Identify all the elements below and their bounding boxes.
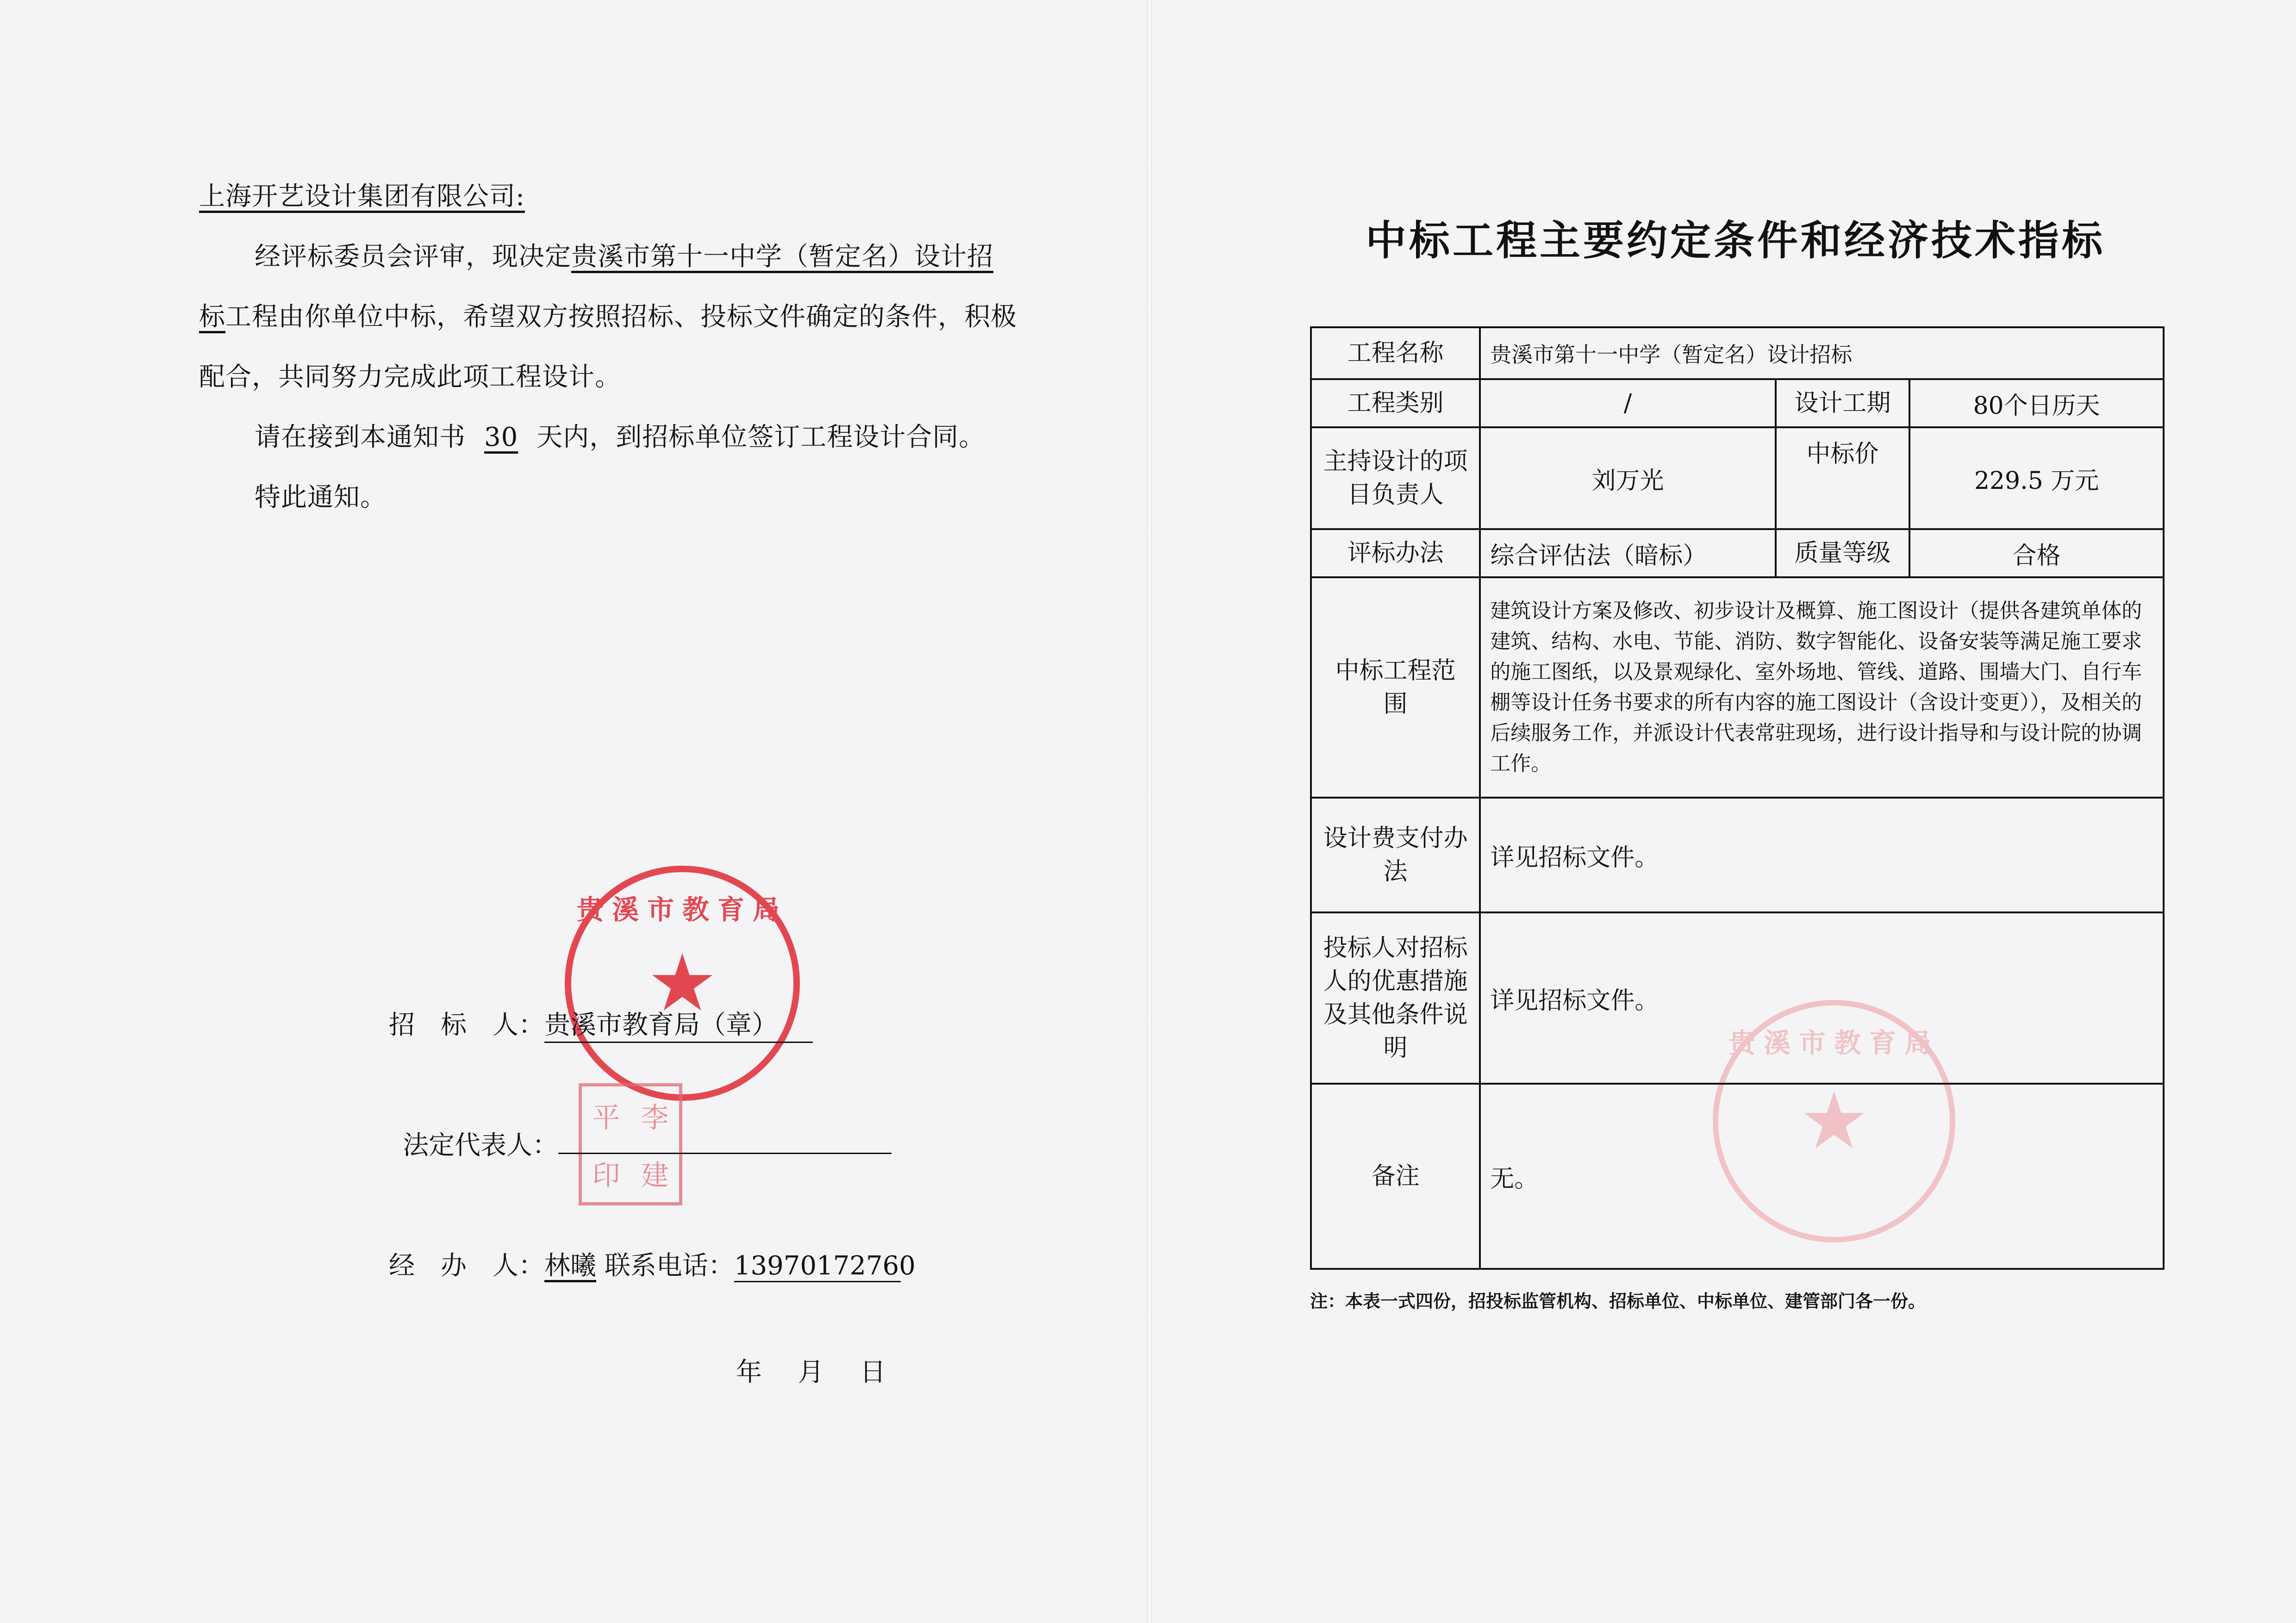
tenderer-label: 招 标 人： [389, 1010, 544, 1040]
notice-paragraph-1: 经评标委员会评审，现决定贵溪市第十一中学（暂定名）设计招标工程由你单位中标，希望双方按照招标、投标文件确定的条件，积极配合，共同努力完成此项工程设计。 [199, 242, 1017, 392]
project-name-value: 贵溪市第十一中学（暂定名）设计招标 [1480, 327, 2164, 379]
scope-label: 中标工程范 围 [1311, 577, 1480, 798]
legal-rep-signature-blank [558, 1127, 892, 1154]
payment-label: 设计费支付办法 [1311, 798, 1480, 912]
tenderer-value: 贵溪市教育局（章） [544, 1005, 813, 1043]
category-label: 工程类别 [1311, 379, 1480, 427]
legal-rep-line [403, 1125, 892, 1162]
education-bureau-seal [565, 866, 800, 1101]
method-value: 综合评估法（暗标） [1480, 529, 1775, 577]
legal-rep-label: 法定代表人： [403, 1130, 558, 1161]
quality-value: 合格 [1909, 529, 2164, 577]
handler-value: 林曦 [544, 1251, 596, 1281]
category-value: / [1480, 379, 1775, 427]
table-row [1311, 529, 2164, 577]
leader-value: 刘万光 [1480, 427, 1775, 529]
star-icon: ★ [647, 937, 718, 1029]
table-row [1311, 1084, 2164, 1269]
date-line: 年 月 日 [736, 1357, 886, 1387]
table-row [1311, 427, 2164, 529]
seal-char: 建 [641, 1159, 669, 1192]
notice-closing: 特此通知。 [255, 482, 387, 512]
table-row [1311, 379, 2164, 427]
phone-value: 13970172760 [734, 1251, 901, 1282]
table-row [1311, 912, 2164, 1084]
handler-label: 经 办 人： [389, 1251, 544, 1281]
price-value: 229.5 万元 [1909, 427, 2164, 529]
remarks-label: 备注 [1311, 1084, 1480, 1269]
seal-char: 印 [592, 1159, 620, 1192]
days-count: 30 [484, 422, 518, 452]
table-row [1311, 327, 2164, 379]
table-footnote: 注：本表一式四份，招投标监管机构、招标单位、中标单位、建管部门各一份。 [1310, 1291, 1926, 1311]
period-value: 80个日历天 [1909, 379, 2164, 427]
scope-value: 建筑设计方案及修改、初步设计及概算、施工图设计（提供各建筑单体的建筑、结构、水电、节能、消防、数字智能化、设备安装等满足施工要求的施工图纸，以及景观绿化、室外场地、管线、道路、围墙大门、自行车棚等设计任务书要求的所有内容的施工图设计（含设计变更）），及相关的后续服务工作，并派设计代表常驻现场，进行设计指导和与设计院的协调工作。 [1480, 577, 2164, 798]
payment-value: 详见招标文件。 [1480, 798, 2164, 912]
preferential-label: 投标人对招标人的优惠措施及其他条件说明 [1311, 912, 1480, 1084]
price-label: 中标价 [1776, 427, 1909, 529]
project-name: 贵溪市第十一中学（暂定名）设计招标 [199, 242, 993, 332]
star-icon: ★ [1798, 1075, 1870, 1167]
method-label: 评标办法 [1311, 529, 1480, 577]
remarks-value: 无。 [1480, 1084, 2164, 1269]
preferential-value: 详见招标文件。 [1480, 912, 2164, 1084]
phone-label: 联系电话： [604, 1251, 734, 1281]
table-row [1311, 577, 2164, 798]
period-label: 设计工期 [1776, 379, 1909, 427]
handler-line [389, 1245, 916, 1282]
notice-body [199, 167, 1018, 528]
seal-char: 平 [592, 1101, 620, 1134]
seal-text: 贵溪市教育局 [576, 894, 788, 925]
tenderer-line [389, 1005, 813, 1043]
leader-label: 主持设计的项目负责人 [1311, 427, 1480, 529]
seal-text: 贵溪市教育局 [1728, 1027, 1940, 1059]
quality-label: 质量等级 [1776, 529, 1909, 577]
contract-terms-table [1310, 326, 2165, 1270]
table-row [1311, 798, 2164, 912]
page-fold [1147, 0, 1152, 1623]
notice-paragraph-2: 请在接到本通知书 30 天内，到招标单位签订工程设计合同。 [255, 422, 986, 452]
table-title: 中标工程主要约定条件和经济技术指标 [1366, 216, 2106, 264]
seal-char: 李 [641, 1101, 669, 1134]
addressee: 上海开艺设计集团有限公司: [199, 181, 525, 212]
project-name-label: 工程名称 [1311, 327, 1480, 379]
